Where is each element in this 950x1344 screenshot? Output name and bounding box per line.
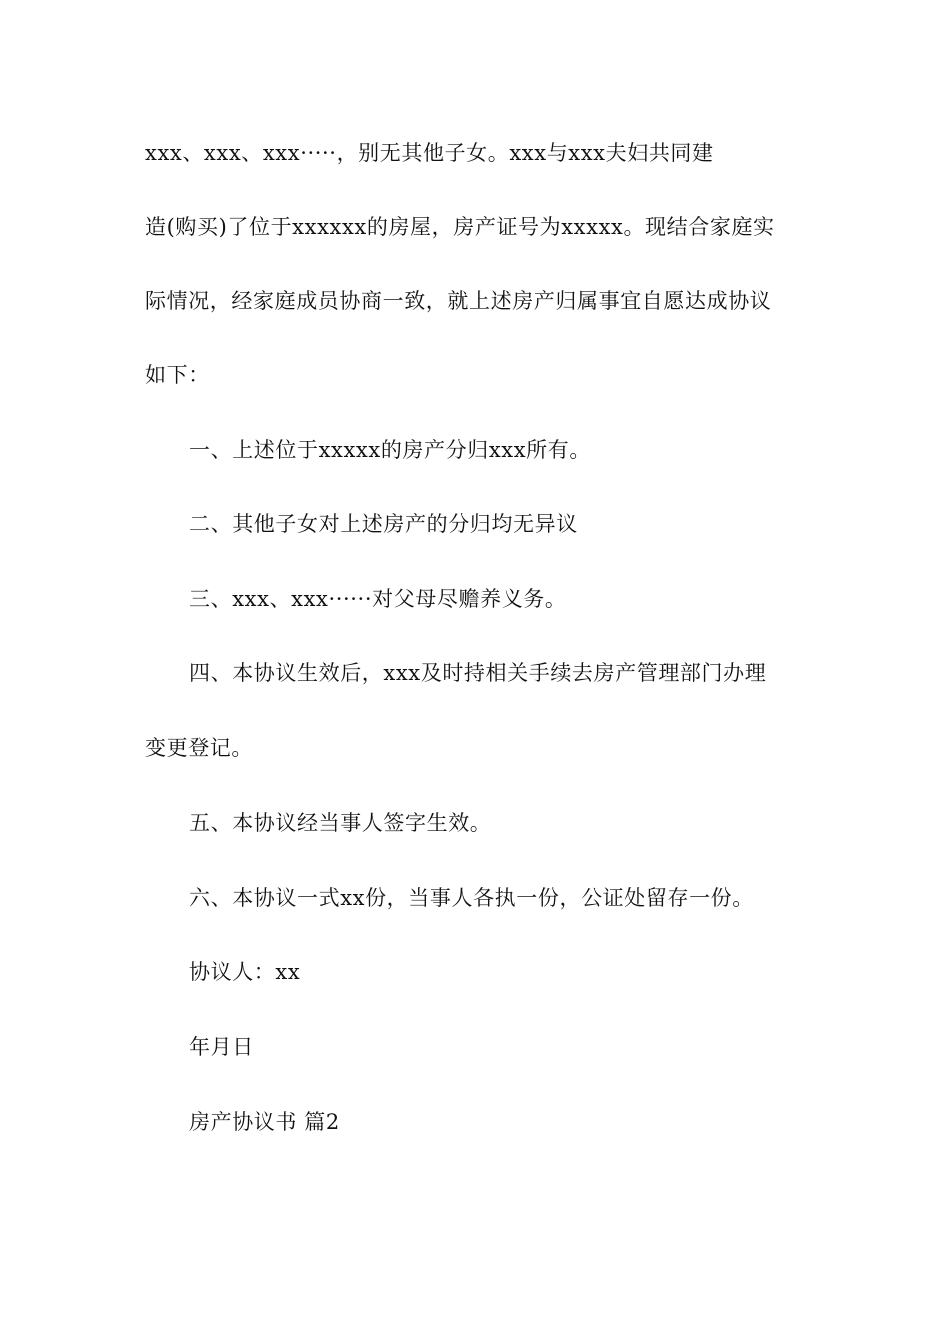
- clause-5: 五、本协议经当事人签字生效。: [189, 811, 492, 835]
- signatory-line: 协议人：xx: [189, 960, 301, 984]
- intro-line-4: 如下：: [145, 363, 210, 387]
- clause-6: 六、本协议一式xx份，当事人各执一份，公证处留存一份。: [189, 886, 754, 910]
- date-line: 年月日: [189, 1035, 254, 1059]
- section-heading: 房产协议书 篇2: [189, 1110, 340, 1134]
- clause-4-line-1: 四、本协议生效后，xxx及时持相关手续去房产管理部门办理: [189, 661, 767, 685]
- intro-line-3: 际情况，经家庭成员协商一致，就上述房产归属事宜自愿达成协议: [145, 289, 772, 313]
- clause-2: 二、其他子女对上述房产的分归均无异议: [189, 512, 578, 536]
- intro-line-1: xxx、xxx、xxx·····，别无其他子女。xxx与xxx夫妇共同建: [145, 141, 714, 165]
- clause-3: 三、xxx、xxx······对父母尽赡养义务。: [189, 587, 567, 611]
- intro-line-2: 造(购买)了位于xxxxxx的房屋，房产证号为xxxxx。现结合家庭实: [145, 215, 775, 239]
- clause-4-line-2: 变更登记。: [145, 736, 253, 760]
- clause-1: 一、上述位于xxxxx的房产分归xxx所有。: [189, 438, 591, 462]
